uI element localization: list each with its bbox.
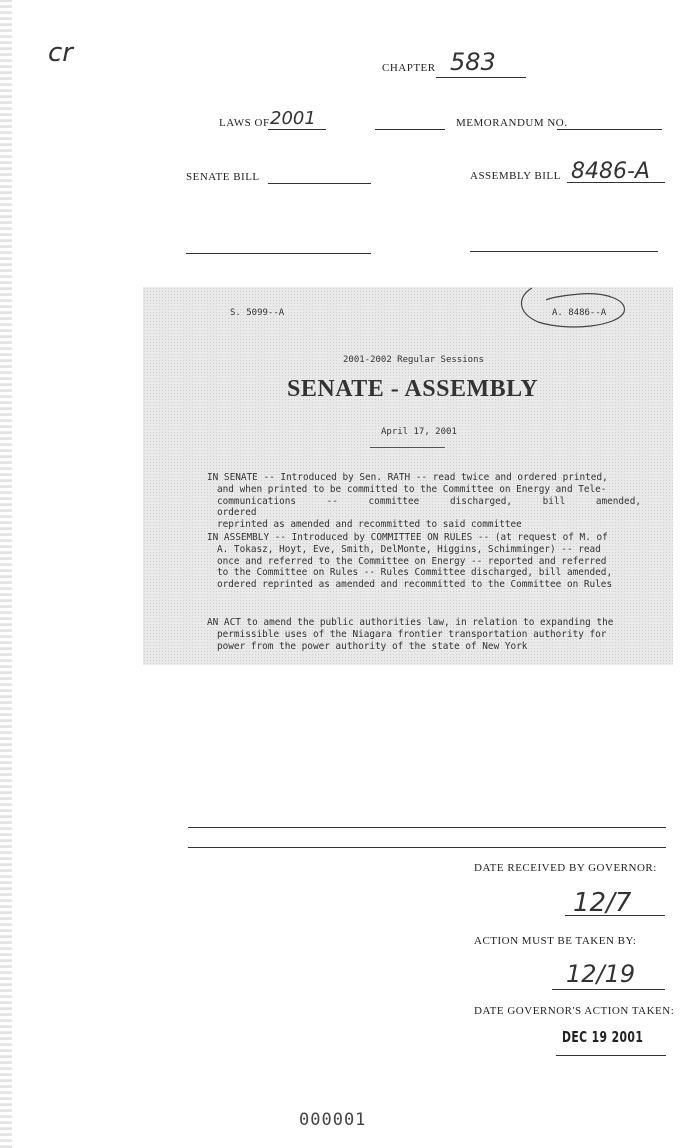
separator-line-1: [188, 827, 666, 828]
scan-edge: [0, 0, 12, 1148]
memo-line: [557, 129, 662, 130]
assembly-line-4: to the Committee on Rules -- Rules Committee discharged, bill amended,: [217, 567, 613, 579]
senate-bill-line: [268, 183, 371, 184]
action-taken-label: DATE GOVERNOR'S ACTION TAKEN:: [474, 1005, 675, 1017]
date-underline: [370, 447, 445, 448]
senate-number: S. 5099--A: [230, 308, 285, 318]
assembly-bill-line: [567, 182, 665, 183]
hand-circle-mark: [510, 282, 635, 332]
senate-paragraph: [207, 472, 641, 531]
blank-line-3: [470, 251, 658, 252]
assembly-bill-value: 8486-A: [571, 159, 650, 184]
chapter-value: 583: [450, 48, 496, 76]
received-value: 12/7: [573, 888, 632, 918]
action-by-line: [552, 989, 665, 990]
bill-date: April 17, 2001: [381, 427, 457, 437]
action-taken-line: [556, 1055, 666, 1056]
senate-line-4: reprinted as amended and recommitted to said committee: [217, 519, 522, 531]
laws-value: 2001: [270, 108, 316, 129]
act-line-3: power from the power authority of the state of New York: [217, 640, 528, 652]
chapter-label: CHAPTER: [382, 62, 436, 74]
assembly-bill-label: ASSEMBLY BILL: [470, 170, 561, 182]
assembly-line-3: once and referred to the Committee on Energy -- reported and referred: [217, 555, 607, 567]
assembly-line-1: IN ASSEMBLY -- Introduced by COMMITTEE ON RULES -- (at request of M. of: [207, 532, 608, 543]
senate-line-3: communications -- committee discharged, bill amended, ordered: [217, 495, 641, 519]
act-paragraph: [207, 617, 641, 652]
received-label: DATE RECEIVED BY GOVERNOR:: [474, 862, 657, 874]
senate-line-1: IN SENATE -- Introduced by Sen. RATH -- read twice and ordered printed,: [207, 472, 608, 483]
assembly-paragraph: [207, 532, 641, 591]
memo-label: MEMORANDUM NO.: [456, 117, 568, 129]
senate-bill-label: SENATE BILL: [186, 171, 260, 183]
act-line-2: permissible uses of the Niagara frontier transportation authority for: [217, 628, 607, 640]
chapter-line: [436, 77, 526, 78]
blank-line-1: [375, 129, 445, 130]
action-taken-stamp: DEC 19 2001: [562, 1028, 644, 1046]
assembly-number: A. 8486--A: [552, 308, 607, 318]
margin-note: cr: [48, 38, 73, 68]
action-by-value: 12/19: [566, 960, 636, 988]
act-line-1: AN ACT to amend the public authorities law, in relation to expanding the: [207, 617, 614, 628]
session-label: 2001-2002 Regular Sessions: [343, 355, 484, 365]
bill-title: SENATE - ASSEMBLY: [287, 376, 539, 402]
assembly-line-5: ordered reprinted as amended and recommitted to the Committee on Rules: [217, 579, 613, 591]
blank-line-2: [186, 253, 371, 254]
page-number: 000001: [299, 1110, 367, 1130]
action-by-label: ACTION MUST BE TAKEN BY:: [474, 935, 637, 947]
laws-label: LAWS OF: [219, 117, 270, 129]
separator-line-2: [188, 847, 666, 848]
laws-line: [268, 129, 326, 130]
assembly-line-2: A. Tokasz, Hoyt, Eve, Smith, DelMonte, Higgins, Schimminger) -- read: [217, 543, 601, 555]
received-line: [565, 915, 665, 916]
senate-line-2: and when printed to be committed to the Committee on Energy and Tele-: [217, 483, 607, 495]
